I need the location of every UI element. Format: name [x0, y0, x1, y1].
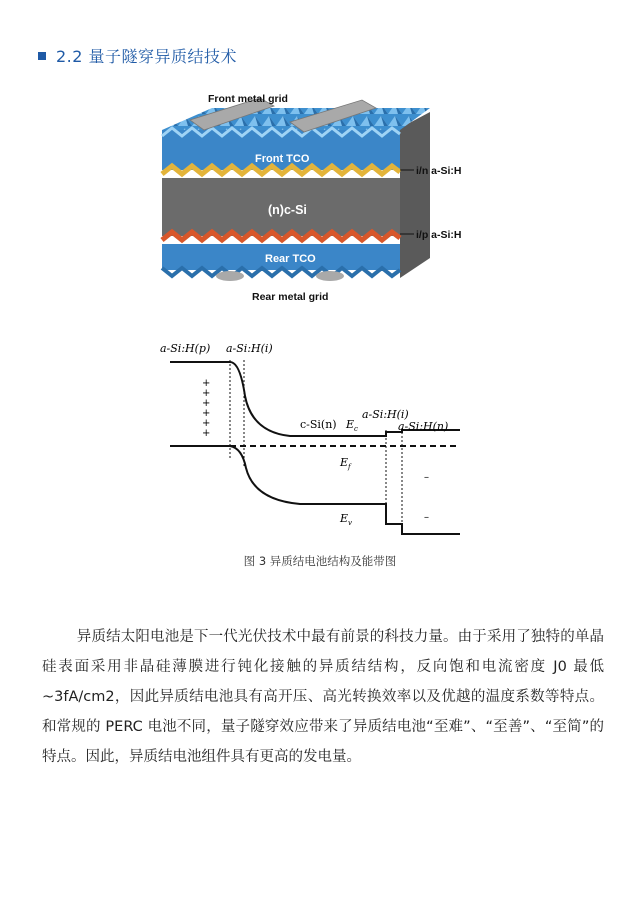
label-asih-i-left: a-Si:H(i): [226, 342, 273, 355]
negative-charges: [424, 472, 429, 523]
front-grid-label: Front metal grid: [208, 93, 288, 105]
band-diagram: [150, 336, 470, 544]
svg-text:–: –: [424, 472, 429, 483]
bullet-square-icon: [38, 52, 46, 60]
valence-band-line: [170, 446, 460, 534]
section-heading: [38, 44, 237, 67]
rear-tco-label: Rear TCO: [265, 253, 316, 265]
svg-text:+: +: [202, 398, 211, 409]
body-paragraph: [42, 622, 604, 772]
label-csi-n: c-Si(n): [300, 418, 337, 431]
positive-charges: [202, 378, 210, 439]
label-ef: $E_f$: [340, 456, 351, 471]
top-layer-label: i/n a-Si:H: [416, 165, 462, 177]
figure-caption: 图 3 异质结电池结构及能带图: [243, 554, 397, 568]
label-asih-p: a-Si:H(p): [160, 342, 211, 355]
core-label: (n)c-Si: [268, 203, 307, 217]
label-asih-i-right: a-Si:H(i): [362, 408, 409, 421]
svg-text:+: +: [202, 378, 211, 389]
label-ev: $E_v$: [340, 512, 352, 527]
label-ec: $E_c$: [346, 418, 358, 433]
svg-text:–: –: [424, 512, 429, 523]
svg-text:+: +: [202, 428, 211, 439]
rear-grid-label: Rear metal grid: [252, 291, 329, 303]
label-asih-n: a-Si:H(n): [398, 420, 449, 433]
bottom-layer-label: i/p a-Si:H: [416, 229, 462, 241]
paragraph-text: 异质结太阳电池是下一代光伏技术中最有前景的科技力量。由于采用了独特的单晶硅表面采用非晶硅薄膜进行钝化接触的异质结结构，反向饱和电流密度 J0 最低~3fA/cm2，因此异质结电池具有高开压、高光转换效率以及优越的温度系数等特点。和常规的 PERC 电池不同，量子隧穿效应带来了异质结电池“至难”、“至善”、“至简”的特点。因此，异质结电池组件具有更高的发电量。: [42, 629, 604, 765]
svg-text:+: +: [202, 408, 211, 419]
section-title: 2.2 量子隧穿异质结技术: [56, 47, 238, 66]
svg-text:+: +: [202, 418, 211, 429]
svg-text:+: +: [202, 388, 211, 399]
rear-metal-fingers: [216, 271, 344, 281]
front-tco-label: Front TCO: [255, 153, 310, 165]
cell-side-face: [400, 112, 430, 278]
cell-structure-diagram: [150, 90, 490, 308]
